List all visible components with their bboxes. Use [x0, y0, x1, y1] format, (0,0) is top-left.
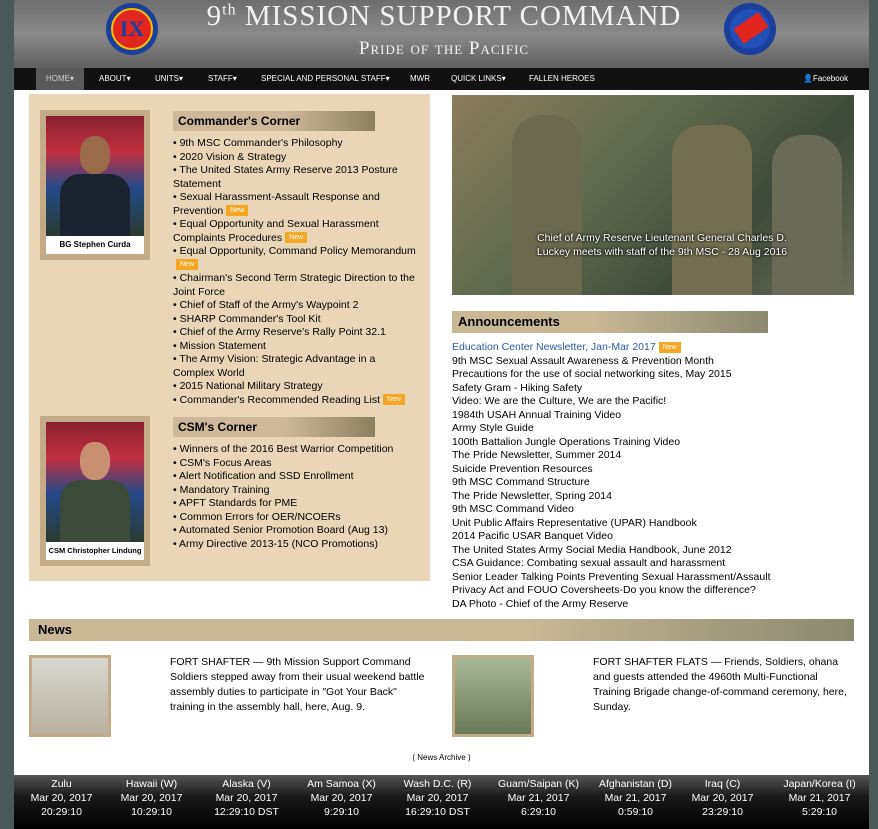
csm-corner-heading: CSM's Corner: [173, 417, 375, 437]
announcement-text: 9th MSC Sexual Assault Awareness & Prevention Month: [452, 354, 714, 367]
clock-time: 0:59:10: [617, 806, 654, 818]
commander-link[interactable]: [173, 191, 418, 218]
csm-photo[interactable]: [40, 416, 150, 566]
clock-zone: Zulu: [51, 778, 72, 790]
clock-date: Mar 21, 2017: [604, 792, 667, 804]
world-clock: [588, 775, 683, 819]
commander-link-text: Mission Statement: [179, 339, 266, 352]
announcement-text: Education Center Newsletter, Jan-Mar 2017: [452, 341, 656, 353]
announcement-link[interactable]: [452, 584, 770, 598]
hero-person: [672, 125, 752, 295]
world-clock: [104, 775, 199, 819]
main-nav: [14, 68, 869, 90]
new-badge: New: [383, 394, 405, 405]
nav-staff[interactable]: STAFF▾: [208, 74, 237, 83]
announcements-heading: Announcements: [452, 311, 768, 333]
clock-time: 12:29:10 DST: [214, 806, 279, 818]
clock-date: Mar 20, 2017: [120, 792, 183, 804]
title-number: 9: [206, 0, 223, 32]
announcement-text: 1984th USAH Annual Training Video: [452, 408, 622, 421]
commander-link-text: Equal Opportunity and Sexual Harassment Complaints Procedures: [173, 218, 379, 244]
clock-date: Mar 21, 2017: [507, 792, 570, 804]
nav-special-staff[interactable]: SPECIAL AND PERSONAL STAFF▾: [261, 74, 390, 83]
commander-link-text: Chief of the Army Reserve's Rally Point 32.1: [179, 326, 386, 338]
commander-link[interactable]: [173, 137, 418, 151]
clock-time: 5:29:10: [801, 806, 838, 818]
nav-quick-links[interactable]: QUICK LINKS▾: [451, 74, 506, 83]
commander-link[interactable]: [173, 340, 418, 354]
subtitle-text: Pride of the Pacific: [358, 38, 530, 59]
clock-date: Mar 20, 2017: [691, 792, 754, 804]
clock-date: Mar 20, 2017: [310, 792, 373, 804]
hero-person: [772, 135, 842, 295]
csm-link[interactable]: • Common Errors for OER/NCOERs: [173, 511, 418, 525]
announcement-link[interactable]: [452, 422, 770, 436]
csm-link[interactable]: • CSM's Focus Areas: [173, 457, 418, 471]
clock-date: Mar 20, 2017: [406, 792, 469, 804]
clock-time: 10:29:10: [131, 806, 172, 818]
left-panel: [29, 94, 430, 581]
news-story-1[interactable]: FORT SHAFTER — 9th Mission Support Command Soldiers stepped away from their usual weekend battle assembly duties to participate in "Got Your Back" training in the assembly hall, here, Aug. 9.: [170, 656, 425, 713]
announcement-text: The United States Army Social Media Handbook, June 2012: [452, 543, 732, 556]
commander-link-text: 2020 Vision & Strategy: [179, 150, 287, 163]
news-story-2[interactable]: FORT SHAFTER FLATS — Friends, Soldiers, ohana and guests attended the 4960th Multi-Functional Training Brigade change-of-command ceremony, here, Sunday.: [593, 656, 847, 713]
commander-link[interactable]: [173, 394, 418, 408]
commander-link[interactable]: [173, 245, 418, 272]
announcement-text: Suicide Prevention Resources: [452, 462, 593, 475]
nav-units[interactable]: UNITS▾: [155, 74, 184, 83]
commander-caption: BG Stephen Curda: [46, 236, 144, 254]
announcement-link[interactable]: [452, 449, 770, 463]
commander-link[interactable]: [173, 299, 418, 313]
nav-home[interactable]: HOME▾: [36, 68, 84, 90]
site-header: [14, 0, 869, 68]
csm-link[interactable]: • Winners of the 2016 Best Warrior Competition: [173, 443, 418, 457]
csm-image: [46, 422, 144, 542]
facebook-label: Facebook: [812, 74, 849, 83]
announcement-text: 2014 Pacific USAR Banquet Video: [452, 530, 613, 542]
csm-link[interactable]: • Mandatory Training: [173, 484, 418, 498]
announcement-link[interactable]: [452, 544, 770, 558]
patch-text: IX: [111, 8, 153, 50]
clock-date: Mar 20, 2017: [30, 792, 93, 804]
announcement-text: CSA Guidance: Combating sexual assault and harassment: [452, 557, 726, 569]
clock-zone: Iraq (C): [704, 778, 741, 790]
commander-link-list: [173, 137, 418, 407]
commanders-corner-heading: Commander's Corner: [173, 111, 375, 131]
new-badge: New: [176, 259, 198, 270]
announcement-text: Army Style Guide: [452, 422, 534, 434]
commander-link-text: 9th MSC Commander's Philosophy: [179, 137, 343, 149]
commander-link-text: The United States Army Reserve 2013 Posture Statement: [173, 164, 398, 190]
csm-link[interactable]: • Army Directive 2013-15 (NCO Promotions): [173, 538, 418, 552]
announcement-link[interactable]: [452, 436, 770, 450]
commander-link-text: Chairman's Second Term Strategic Direction to the Joint Force: [173, 272, 415, 298]
news-heading: News: [29, 619, 854, 641]
commander-link-text: Equal Opportunity, Command Policy Memorandum: [179, 245, 416, 257]
clock-time: 16:29:10 DST: [405, 806, 470, 818]
clock-zone: Alaska (V): [222, 778, 271, 790]
new-badge: New: [285, 232, 307, 243]
world-clock: [675, 775, 770, 819]
commander-link[interactable]: [173, 353, 418, 380]
commander-link[interactable]: [173, 151, 418, 165]
ix-corps-patch-icon[interactable]: [106, 3, 158, 55]
announcement-link[interactable]: [452, 409, 770, 423]
announcement-link[interactable]: [452, 503, 770, 517]
news-image-1: [32, 658, 108, 734]
clock-zone: Japan/Korea (I): [783, 778, 856, 790]
emblem-inner: [730, 9, 770, 49]
news-archive-link[interactable]: ( News Archive ): [412, 753, 471, 762]
nav-about[interactable]: ABOUT▾: [99, 74, 131, 83]
announcement-text: Senior Leader Talking Points Preventing Sexual Harassment/Assault: [452, 570, 771, 583]
world-clock: [294, 775, 389, 819]
new-badge: New: [659, 342, 681, 353]
commander-link-text: Sexual Harassment-Assault Response and Prevention: [173, 191, 380, 217]
world-clock: [390, 775, 485, 819]
announcement-text: 100th Battalion Jungle Operations Training Video: [452, 435, 681, 448]
announcement-text: 9th MSC Command Video: [452, 503, 574, 515]
site-title[interactable]: [174, 0, 714, 33]
hero-caption: Chief of Army Reserve Lieutenant General Charles D. Luckey meets with staff of the 9th MSC - 28 Aug 2016: [536, 232, 788, 258]
announcements-list: [452, 341, 770, 611]
announcement-link[interactable]: [452, 355, 770, 369]
commander-link[interactable]: [173, 218, 418, 245]
announcement-link[interactable]: [452, 530, 770, 544]
clock-zone: Wash D.C. (R): [403, 778, 472, 790]
clock-zone: Hawaii (W): [125, 778, 178, 790]
clock-date: Mar 21, 2017: [788, 792, 851, 804]
clock-time: 23:29:10: [702, 806, 743, 818]
announcement-text: Privacy Act and FOUO Coversheets-Do you know the difference?: [452, 584, 756, 596]
commander-link[interactable]: [173, 272, 418, 299]
commander-link[interactable]: [173, 380, 418, 394]
clock-date: Mar 20, 2017: [215, 792, 278, 804]
commander-link-text: Commander's Recommended Reading List: [179, 393, 381, 406]
commander-link-text: SHARP Commander's Tool Kit: [179, 312, 321, 325]
new-badge: New: [226, 205, 248, 216]
clock-time: 6:29:10: [520, 806, 557, 818]
clock-zone: Am Samoa (X): [307, 778, 376, 790]
announcement-link[interactable]: [452, 517, 770, 531]
commander-link-text: The Army Vision: Strategic Advantage in a Complex World: [173, 353, 376, 379]
news-image-2: [455, 658, 531, 734]
nav-mwr-label: MWR: [410, 74, 430, 83]
nav-special-staff-label: SPECIAL AND PERSONAL STAFF: [261, 74, 386, 83]
commander-link[interactable]: [173, 164, 418, 191]
world-clock: [199, 775, 294, 819]
nav-fallen-heroes[interactable]: [529, 68, 595, 90]
announcement-link[interactable]: [452, 557, 770, 571]
title-main: MISSION SUPPORT COMMAND: [236, 0, 682, 32]
commander-photo[interactable]: [40, 110, 150, 260]
title-ordinal: th: [222, 1, 237, 19]
clock-zone: Afghanistan (D): [599, 778, 672, 790]
nav-staff-label: STAFF: [208, 74, 233, 83]
hero-photo[interactable]: [452, 95, 854, 295]
announcement-link[interactable]: [452, 382, 770, 396]
hero-person: [512, 115, 582, 295]
site-subtitle: [174, 38, 714, 60]
csm-link[interactable]: • APFT Standards for PME: [173, 497, 418, 511]
nav-about-label: ABOUT: [99, 74, 127, 83]
nav-mwr[interactable]: [410, 68, 430, 90]
uniform-shape: [60, 480, 130, 542]
page: [14, 0, 869, 829]
clock-time: 9:29:10: [323, 806, 360, 818]
world-clock: [14, 775, 109, 819]
csm-link[interactable]: • Automated Senior Promotion Board (Aug 13): [173, 524, 418, 538]
announcement-link[interactable]: [452, 476, 770, 490]
nav-fallen-heroes-label: FALLEN HEROES: [529, 74, 595, 83]
csm-link[interactable]: • Alert Notification and SSD Enrollment: [173, 470, 418, 484]
announcement-text: DA Photo - Chief of the Army Reserve: [452, 597, 629, 610]
announcement-link[interactable]: [452, 490, 770, 504]
csm-link-list: [173, 443, 418, 551]
nav-units-label: UNITS: [155, 74, 179, 83]
world-clock: [772, 775, 867, 819]
announcement-text: 9th MSC Command Structure: [452, 476, 590, 488]
announcement-link[interactable]: [452, 395, 770, 409]
commander-link-text: Chief of Staff of the Army's Waypoint 2: [179, 299, 359, 311]
commander-link[interactable]: [173, 313, 418, 327]
announcement-text: Safety Gram - Hiking Safety: [452, 381, 583, 394]
announcement-text: Precautions for the use of social networking sites, May 2015: [452, 368, 732, 380]
nav-quick-links-label: QUICK LINKS: [451, 74, 502, 83]
face-shape: [80, 136, 110, 174]
facebook-link[interactable]: [803, 68, 848, 90]
announcement-link[interactable]: [452, 463, 770, 477]
user-icon: 👤: [803, 74, 813, 83]
emblem-arrow: [734, 12, 769, 44]
csm-caption: CSM Christopher Lindung: [46, 542, 144, 560]
news-thumbnail-1[interactable]: [29, 655, 111, 737]
news-thumbnail-2[interactable]: [452, 655, 534, 737]
announcement-text: The Pride Newsletter, Summer 2014: [452, 449, 622, 461]
announcement-link[interactable]: [452, 598, 770, 612]
army-reserve-emblem-icon[interactable]: [724, 3, 776, 55]
commander-link[interactable]: [173, 326, 418, 340]
uniform-shape: [60, 174, 130, 236]
world-clock: [491, 775, 586, 819]
announcement-link[interactable]: [452, 341, 770, 355]
world-clock-bar: [14, 775, 869, 829]
announcement-text: Video: We are the Culture, We are the Pacific!: [452, 395, 667, 407]
announcement-text: Unit Public Affairs Representative (UPAR) Handbook: [452, 516, 697, 529]
commander-link-text: 2015 National Military Strategy: [179, 380, 323, 392]
announcement-link[interactable]: [452, 571, 770, 585]
face-shape: [80, 442, 110, 480]
commander-image: [46, 116, 144, 236]
announcement-link[interactable]: [452, 368, 770, 382]
clock-time: 20:29:10: [41, 806, 82, 818]
announcement-text: The Pride Newsletter, Spring 2014: [452, 489, 612, 502]
nav-home-label: HOME: [46, 74, 70, 83]
clock-zone: Guam/Saipan (K): [497, 778, 580, 790]
